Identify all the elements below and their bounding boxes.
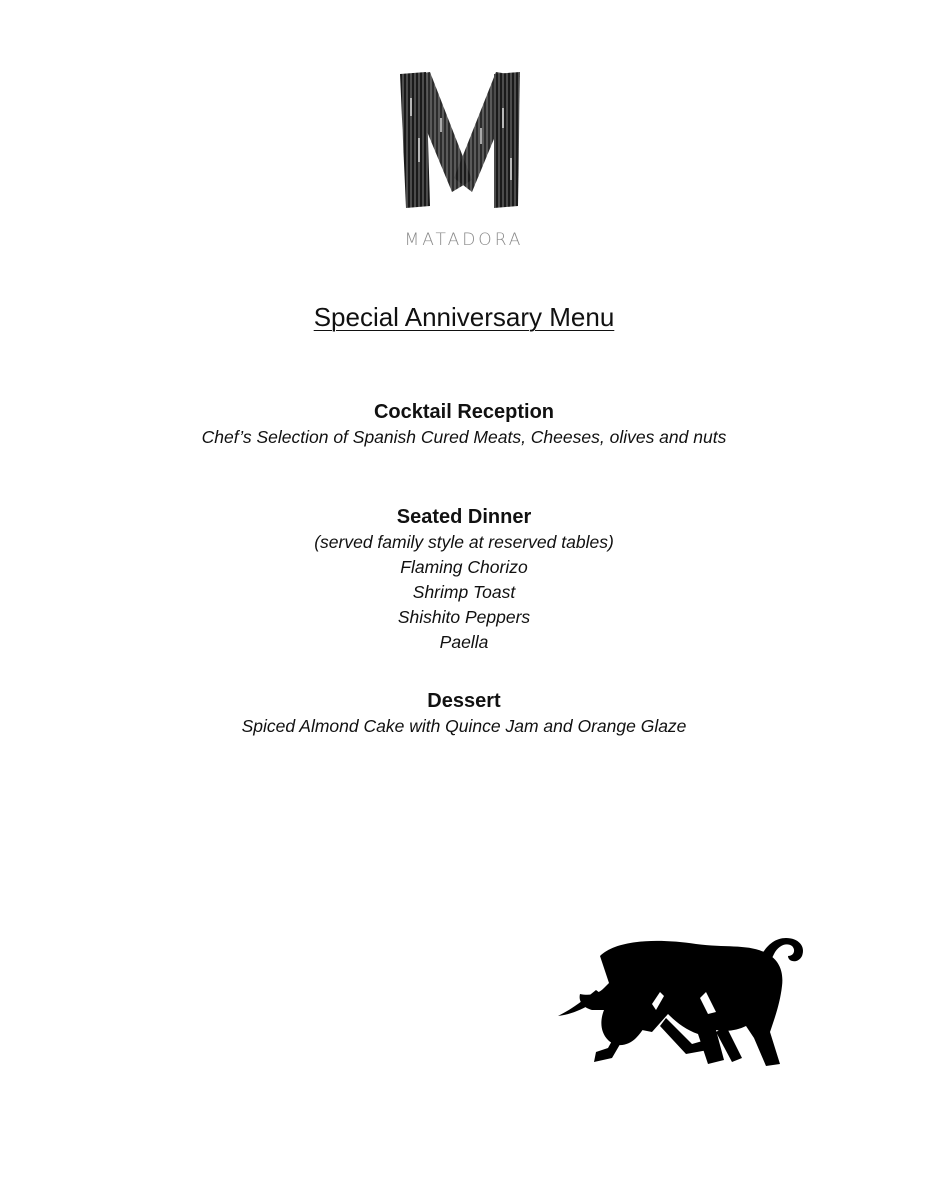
logo-wordmark: MATADORA	[404, 230, 524, 250]
menu-item: Spiced Almond Cake with Quince Jam and Orange Glaze	[241, 716, 687, 736]
menu-item: Shrimp Toast	[412, 582, 516, 602]
menu-item: Chef’s Selection of Spanish Cured Meats, Cheeses, olives and nuts	[201, 427, 727, 447]
menu-section-cocktail-reception	[0, 399, 928, 450]
section-heading: Cocktail Reception	[373, 401, 555, 423]
menu-item: Flaming Chorizo	[400, 557, 528, 577]
brush-m-logo-icon	[396, 68, 526, 210]
section-heading: Dessert	[427, 690, 501, 712]
section-heading: Seated Dinner	[396, 506, 532, 528]
page-title: Special Anniversary Menu	[313, 302, 615, 332]
menu-item: Paella	[439, 632, 489, 652]
serving-note: (served family style at reserved tables)	[314, 532, 614, 552]
menu-section-dessert	[0, 688, 928, 739]
menu-item: Shishito Peppers	[397, 607, 531, 627]
menu-section-seated-dinner	[0, 504, 928, 655]
charging-bull-icon	[556, 934, 806, 1068]
